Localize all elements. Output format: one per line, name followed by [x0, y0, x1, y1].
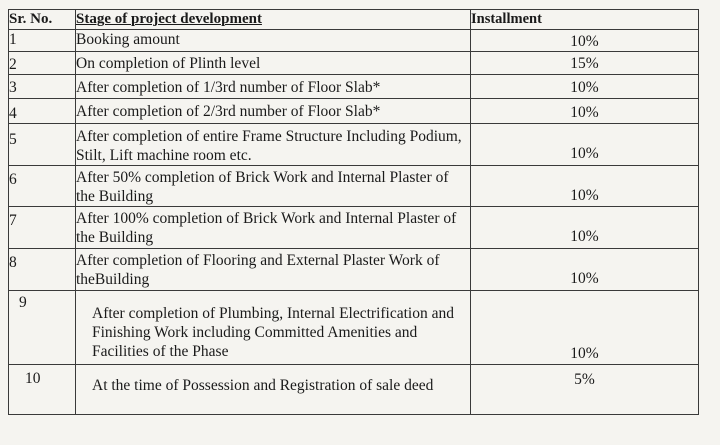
cell-sr-no: 9	[9, 291, 76, 365]
cell-stage: After completion of entire Frame Structure Including Podium, Stilt, Lift machine room etc.	[76, 124, 471, 166]
cell-sr-no: 5	[9, 124, 76, 166]
cell-installment: 10%	[471, 249, 699, 291]
cell-installment: 10%	[471, 291, 699, 365]
table-row	[9, 291, 699, 365]
header-sr-no: Sr. No.	[9, 10, 76, 30]
table-row	[9, 207, 699, 249]
cell-installment: 10%	[471, 99, 699, 124]
cell-stage: After completion of Flooring and External Plaster Work of theBuilding	[76, 249, 471, 291]
cell-installment: 10%	[471, 166, 699, 207]
table-row	[9, 75, 699, 99]
cell-stage: After 50% completion of Brick Work and Internal Plaster of the Building	[76, 166, 471, 207]
cell-stage: After completion of Plumbing, Internal Electrification and Finishing Work including Committed Amenities and Facilities of the Phase	[76, 291, 471, 365]
cell-sr-no: 4	[9, 99, 76, 124]
cell-installment: 10%	[471, 124, 699, 166]
table-row	[9, 124, 699, 166]
cell-stage: At the time of Possession and Registration of sale deed	[76, 365, 471, 415]
table-row	[9, 30, 699, 52]
header-stage: Stage of project development	[76, 10, 471, 30]
cell-stage: After 100% completion of Brick Work and Internal Plaster of the Building	[76, 207, 471, 249]
table-row	[9, 249, 699, 291]
cell-installment: 10%	[471, 75, 699, 99]
table-row	[9, 365, 699, 415]
cell-installment: 10%	[471, 207, 699, 249]
payment-schedule-table	[8, 9, 699, 415]
header-installment: Installment	[471, 10, 699, 30]
cell-sr-no: 8	[9, 249, 76, 291]
cell-sr-no: 6	[9, 166, 76, 207]
table-header-row	[9, 10, 699, 30]
cell-installment: 15%	[471, 52, 699, 75]
cell-installment: 5%	[471, 365, 699, 415]
cell-sr-no: 3	[9, 75, 76, 99]
cell-stage: After completion of 1/3rd number of Floor Slab*	[76, 75, 471, 99]
cell-installment: 10%	[471, 30, 699, 52]
cell-sr-no: 7	[9, 207, 76, 249]
cell-sr-no: 1	[9, 30, 76, 52]
cell-sr-no: 2	[9, 52, 76, 75]
table-row	[9, 99, 699, 124]
cell-stage: After completion of 2/3rd number of Floor Slab*	[76, 99, 471, 124]
cell-stage: Booking amount	[76, 30, 471, 52]
cell-stage: On completion of Plinth level	[76, 52, 471, 75]
table-row	[9, 166, 699, 207]
cell-sr-no: 10	[9, 365, 76, 415]
table-row	[9, 52, 699, 75]
